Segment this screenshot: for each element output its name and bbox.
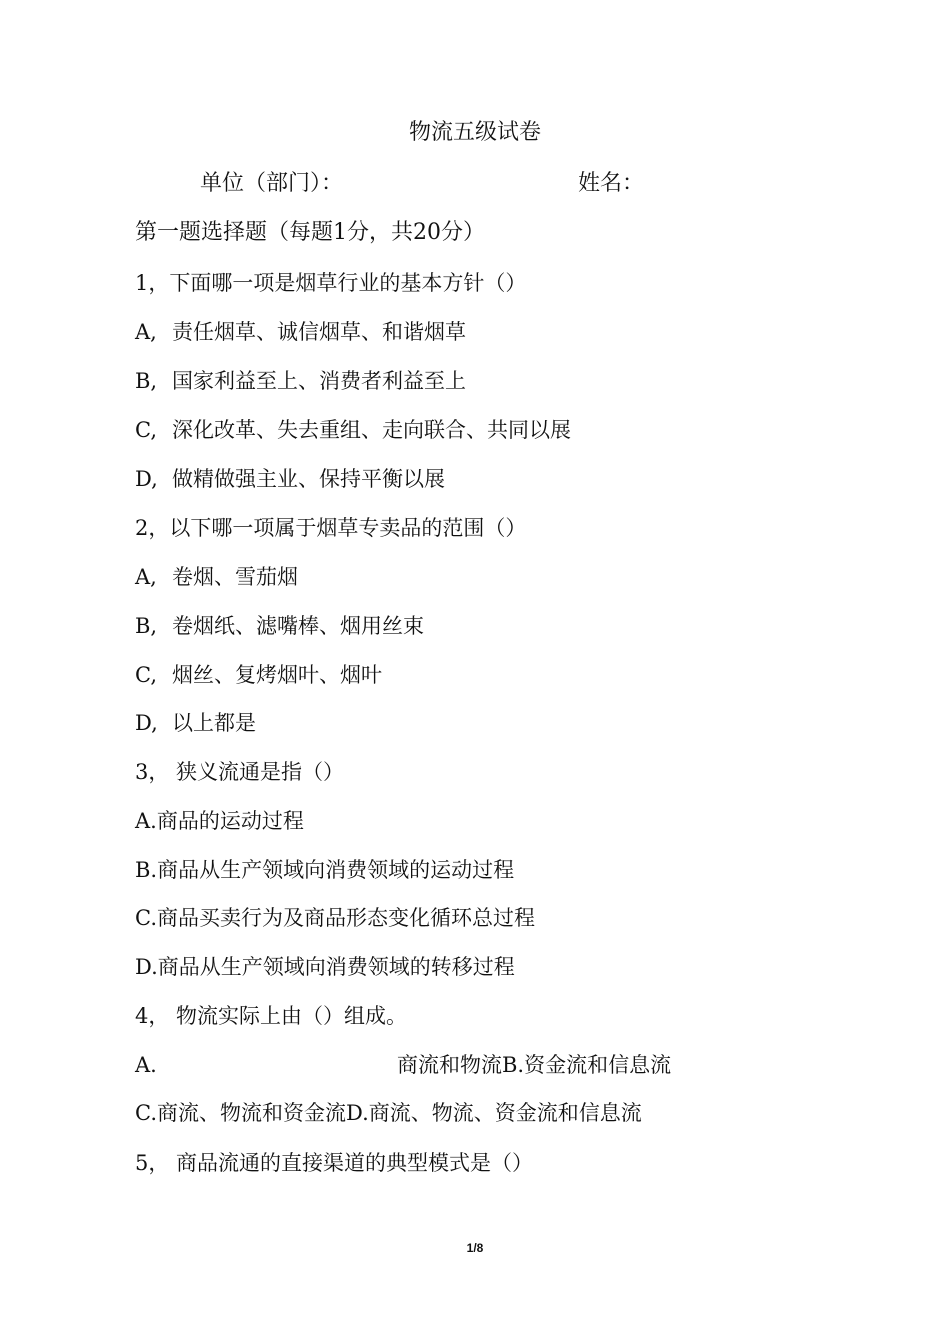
question-3-stem: 3， 狭义流通是指（） (135, 760, 345, 784)
question-5-stem: 5， 商品流通的直接渠道的典型模式是（） (135, 1151, 534, 1175)
option-text: 国家利益至上、消费者利益至上 (172, 369, 466, 393)
question-3-option-a: A.商品的运动过程 (135, 809, 304, 833)
question-4-stem: 4， 物流实际上由（）组成。 (135, 1004, 408, 1028)
question-2-stem: 2，以下哪一项属于烟草专卖品的范围（） (135, 516, 527, 540)
option-label: C, (135, 663, 157, 687)
name-label: 姓名： (578, 171, 645, 194)
option-text: 以上都是 (172, 711, 256, 735)
question-4-option-cd: C.商流、物流和资金流D.商流、物流、资金流和信息流 (135, 1101, 642, 1125)
question-2-option-b (135, 611, 424, 641)
option-text: 烟丝、复烤烟叶、烟叶 (172, 663, 382, 687)
option-label: D, (135, 711, 158, 735)
option-text: 深化改革、失去重组、走向联合、共同以展 (172, 418, 571, 442)
option-text: 卷烟、雪茄烟 (172, 565, 298, 589)
option-label: C, (135, 418, 157, 442)
option-text: 卷烟纸、滤嘴棒、烟用丝束 (172, 614, 424, 638)
page-indicator: 1/8 (466, 1241, 484, 1255)
option-label: A, (135, 320, 157, 344)
option-text: 责任烟草、诚信烟草、和谐烟草 (172, 320, 466, 344)
option-label: A. (135, 1053, 157, 1077)
option-label: B, (135, 369, 158, 393)
option-text: 商流和物流B.资金流和信息流 (397, 1053, 672, 1077)
section-heading: 第一题选择题（每题1分，共20分） (135, 220, 485, 245)
question-3-option-c: C.商品买卖行为及商品形态变化循环总过程 (135, 906, 535, 930)
question-2-option-d (135, 708, 256, 738)
question-3-option-d: D.商品从生产领域向消费领域的转移过程 (135, 955, 515, 979)
option-label: D, (135, 467, 158, 491)
unit-department-label: 单位（部门）： (200, 171, 344, 196)
question-2-option-a (135, 562, 298, 592)
option-label: A, (135, 565, 157, 589)
question-1-option-a (135, 317, 466, 347)
question-1-option-d (135, 464, 445, 494)
question-3-option-b: B.商品从生产领域向消费领域的运动过程 (135, 858, 515, 882)
question-1-stem: 1，下面哪一项是烟草行业的基本方针（） (135, 271, 527, 295)
option-label: B, (135, 614, 158, 638)
exam-title: 物流五级试卷 (408, 120, 541, 145)
question-4-option-ab (135, 1050, 671, 1080)
question-1-option-c (135, 415, 571, 445)
option-text: 做精做强主业、保持平衡以展 (172, 467, 445, 491)
question-1-option-b (135, 366, 466, 396)
question-2-option-c (135, 660, 382, 690)
